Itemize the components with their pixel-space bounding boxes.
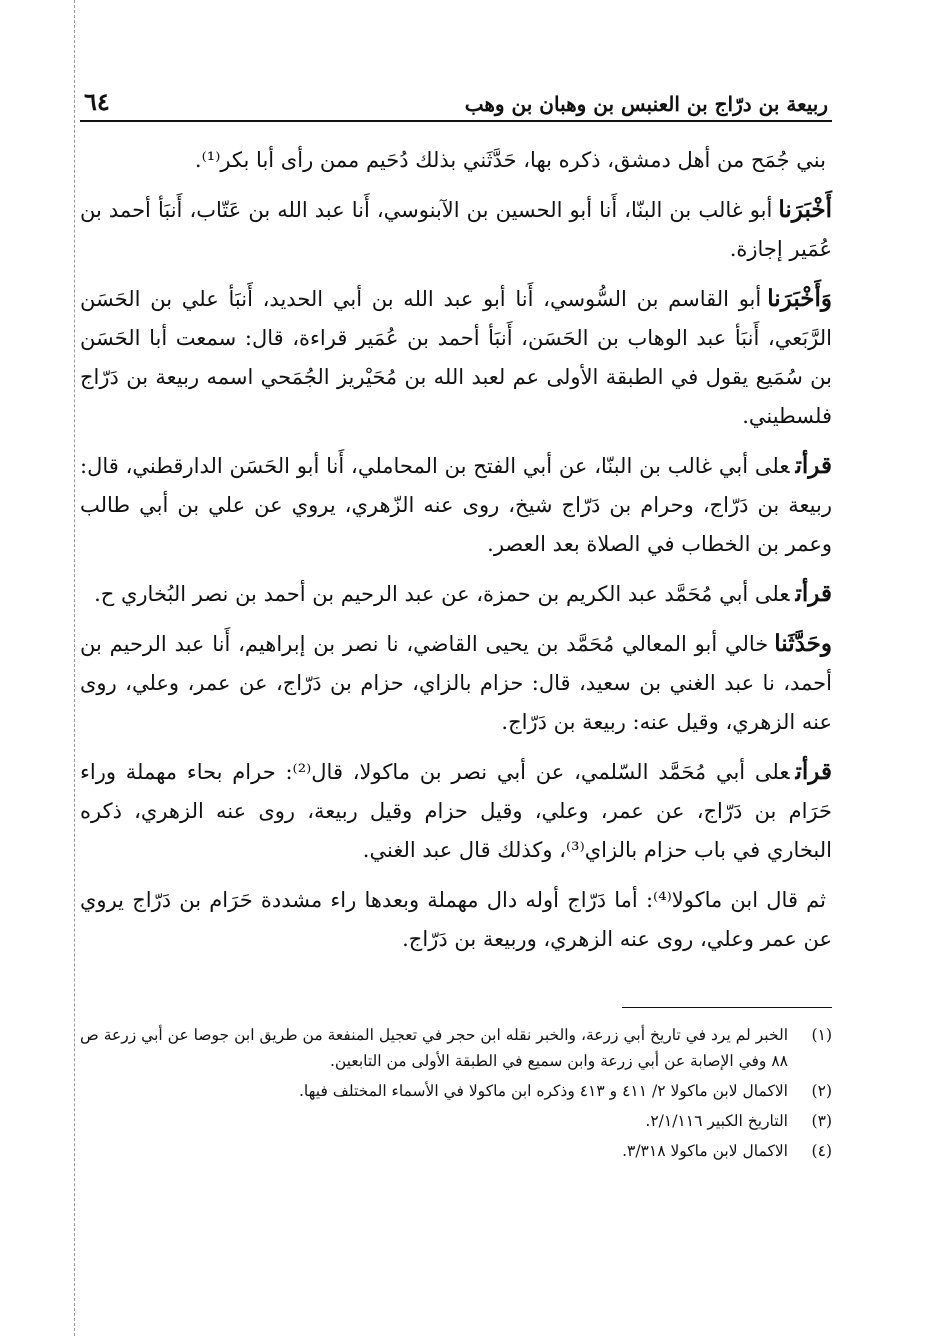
paragraph (80, 190, 832, 269)
paragraph (80, 279, 832, 436)
footnote (80, 1022, 832, 1074)
paragraph (80, 140, 832, 180)
paragraph-text: على أبي مُحَمَّد السّلمي، عن أبي نصر بن ماكولا، قال⁽²⁾: حرام بحاء مهملة وراء حَرَام بن دَرّاج، عن عمر، وعلي، وقيل حزام وقيل ربيعة، روى عنه الزهري، ذكره البخاري في باب حزام بالزاي⁽³⁾، وكذلك قال عبد الغني. (80, 760, 832, 862)
paragraph-text: ثم قال ابن ماكولا⁽⁴⁾: أما دَرّاج أوله دال مهملة وبعدها راء مشددة حَرَام بن دَرّاج يروي عن عمر وعلي، روى عنه الزهري، وربيعة بن دَرّاج. (80, 888, 832, 951)
paragraph-lead: قرأت (795, 758, 832, 785)
paragraph-lead: أَخْبَرَنا (778, 196, 832, 223)
footnote-text: الاكمال لابن ماكولا ٣/٣١٨. (622, 1142, 788, 1160)
footnote-number: (٣) (811, 1112, 832, 1130)
paragraph-lead: قرأت (795, 452, 832, 479)
footnote-text: التاريخ الكبير ٢/١/١١٦. (645, 1112, 788, 1130)
paragraph-text: أبو غالب بن البنّا، أَنا أبو الحسين بن الآبنوسي، أَنا عبد الله بن عَتّاب، أَنبَأ أحمد بن عُمَير إجازة. (80, 198, 832, 261)
paragraph-text: على أبي غالب بن البنّا، عن أبي الفتح بن المحاملي، أَنا أبو الحَسَن الدارقطني، قال: ربيعة بن دَرّاج، وحرام بن دَرّاج شيخ، روى عنه الزّهري، يروي عن علي بن أبي طالب وعمر بن الخطاب في الصلاة بعد العصر. (80, 454, 832, 556)
footnote-number: (٤) (811, 1142, 832, 1160)
paragraph (80, 574, 832, 614)
book-page (80, 82, 832, 1168)
footnote (80, 1108, 832, 1134)
paragraph-lead: قرأت (795, 580, 832, 607)
scan-edge-line (74, 0, 75, 1336)
footnote-divider (622, 1007, 832, 1008)
paragraph (80, 624, 832, 742)
paragraph (80, 446, 832, 564)
paragraph-text: بني جُمَح من أهل دمشق، ذكره بها، حَدَّثَني بذلك دُحَيم ممن رأى أبا بكر⁽¹⁾. (194, 148, 826, 172)
footnote-text: الاكمال لابن ماكولا ٢/ ٤١١ و ٤١٣ وذكره ابن ماكولا في الأسماء المختلف فيها. (298, 1082, 788, 1100)
paragraph-text: على أبي مُحَمَّد عبد الكريم بن حمزة، عن عبد الرحيم بن أحمد بن نصر البُخاري ح. (94, 582, 790, 606)
footnote (80, 1138, 832, 1164)
footnotes (80, 1022, 832, 1164)
paragraph (80, 880, 832, 959)
page-number: ٦٤ (84, 87, 110, 116)
paragraph-text: خالي أبو المعالي مُحَمَّد بن يحيى القاضي، نا نصر بن إبراهيم، أَنا عبد الرحيم بن أحمد، نا عبد الغني بن سعيد، قال: حزام بالزاي، حزام بن دَرّاج، عن عمر، وعلي، روى عنه الزهري، وقيل عنه: ربيعة بن دَرّاج. (80, 632, 832, 734)
footnote (80, 1078, 832, 1104)
footnote-number: (٢) (811, 1082, 832, 1100)
footnote-text: الخبر لم يرد في تاريخ أبي زرعة، والخبر نقله ابن حجر في تعجيل المنفعة من طريق ابن جوصا عن أبي زرعة ص ٨٨ وفي الإصابة عن أبي زرعة وابن سميع في الطبقة الأولى من التابعين. (80, 1026, 788, 1070)
footnote-number: (١) (811, 1026, 832, 1044)
paragraph-lead: وَأَخْبَرَنا (767, 285, 832, 312)
page-header (80, 82, 832, 122)
running-title: ربيعة بن درّاج بن العنبس بن وهبان بن وهب (464, 92, 828, 116)
paragraph (80, 752, 832, 870)
paragraph-text: أبو القاسم بن السُّوسي، أَنا أبو عبد الله بن أبي الحديد، أَنبَأ علي بن الحَسَن الرَّبَعي، أَنبَأ عبد الوهاب بن الحَسَن، أَنبَأ أحمد بن عُمَير قراءة، قال: سمعت أبا الحَسَن بن سُمَيع يقول في الطبقة الأولى عم لعبد الله بن مُحَيْريز الجُمَحي اسمه ربيعة بن دَرّاج فلسطيني. (80, 287, 832, 428)
paragraph-lead: وحَدَّثَنا (774, 630, 832, 657)
main-text (80, 140, 832, 959)
